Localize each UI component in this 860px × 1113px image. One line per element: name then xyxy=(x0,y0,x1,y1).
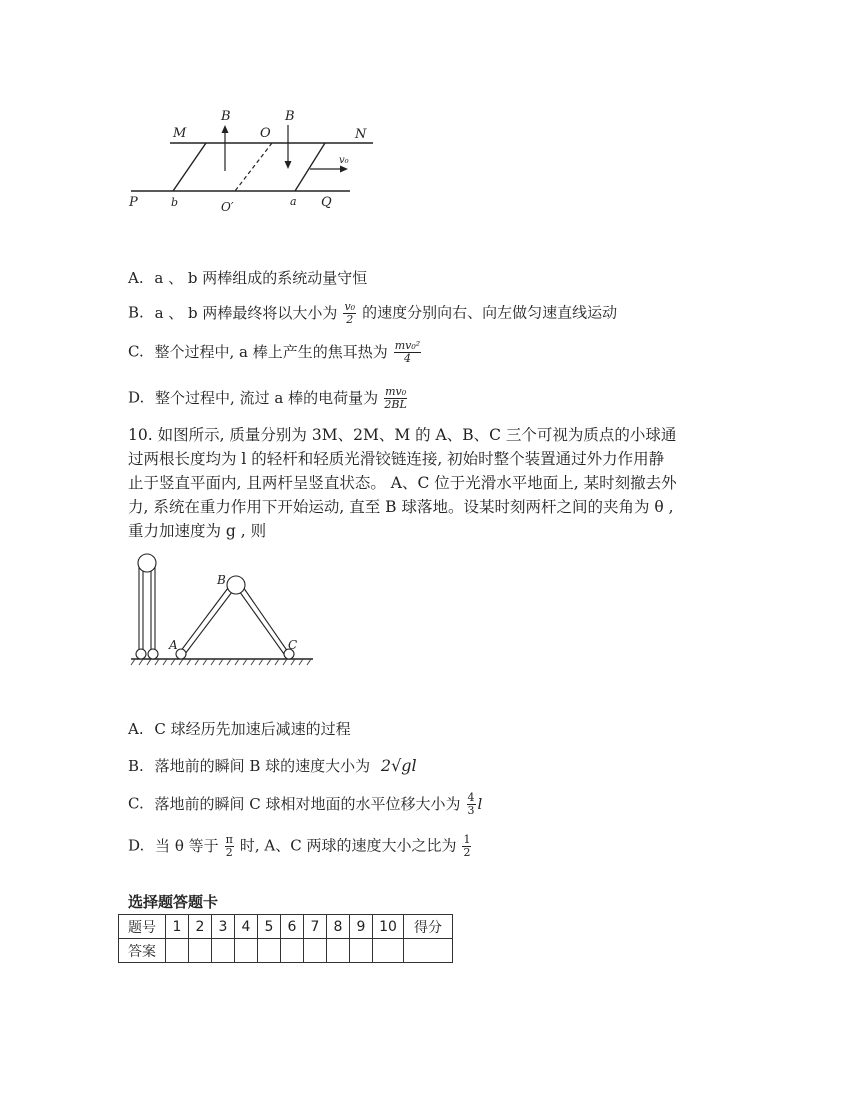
answer-cell[interactable] xyxy=(373,939,404,963)
label-B2: B xyxy=(285,109,295,124)
number-cell: 10 xyxy=(373,915,404,939)
label-v0: v₀ xyxy=(339,155,349,166)
sqrt-expression: 2√gl xyxy=(380,756,417,775)
answer-cell[interactable] xyxy=(189,939,212,963)
answer-cell[interactable] xyxy=(350,939,373,963)
q10-option-b: B. 落地前的瞬间 B 球的速度大小为 2√gl xyxy=(128,756,417,775)
q9-option-d: D. 整个过程中, 流过 a 棒的电荷量为 $\frac{\text{mv₀}}{2BL}$ xyxy=(128,385,407,411)
label-N: N xyxy=(355,127,367,142)
number-cell: 8 xyxy=(327,915,350,939)
number-cell: 4 xyxy=(235,915,258,939)
row-header: 题号 xyxy=(119,915,166,939)
q9-option-b: B. a 、 b 两棒最终将以大小为 $\frac{\text{v₀}}{2}$ 的速度分别向右、向左做匀速直线运动 xyxy=(128,300,618,326)
fraction: $\frac{4}{3}$ xyxy=(467,791,475,817)
number-cell: 7 xyxy=(304,915,327,939)
answer-cell[interactable] xyxy=(281,939,304,963)
answer-card-table xyxy=(118,914,453,963)
number-cell: 1 xyxy=(166,915,189,939)
label-B1: B xyxy=(221,109,231,124)
number-cell: 2 xyxy=(189,915,212,939)
label-b: b xyxy=(171,196,179,209)
table-row xyxy=(119,939,453,963)
answer-cell[interactable] xyxy=(235,939,258,963)
row-header: 答案 xyxy=(119,939,166,963)
answer-cell[interactable] xyxy=(327,939,350,963)
label-a: a xyxy=(290,195,297,208)
q9-option-c: C. 整个过程中, a 棒上产生的焦耳热为 $\frac{\text{mv₀²}}{4}$ xyxy=(128,339,421,365)
number-cell: 6 xyxy=(281,915,304,939)
fraction: $\frac{\pi}{2}$ xyxy=(225,833,233,859)
answer-cell[interactable] xyxy=(304,939,327,963)
label-Q: Q xyxy=(321,195,332,210)
answer-cell[interactable] xyxy=(166,939,189,963)
number-cell: 5 xyxy=(258,915,281,939)
table-row xyxy=(119,915,453,939)
answer-cell[interactable] xyxy=(258,939,281,963)
fraction: $\frac{\text{mv₀}}{2BL}$ xyxy=(384,385,407,411)
q9-rails-figure xyxy=(125,105,385,215)
score-cell[interactable] xyxy=(404,939,453,963)
fraction: $\frac{1}{2}$ xyxy=(463,833,471,859)
score-header: 得分 xyxy=(404,915,453,939)
q10-stem: 10. 如图所示, 质量分别为 3M、2M、M 的 A、B、C 三个可视为质点的小球通 过两根长度均为 l 的轻杆和轻质光滑铰链连接, 初始时整个装置通过外力作用静 止于竖直平面内, 且两杆呈竖直状态。 A、C 位于光滑水平地面上, 某时刻撤去外 力, 系统在重力作用下开始运动, 直至 B 球落地。设某时刻两杆之间的夹角为 θ , 重力加速度为 g , 则 xyxy=(128,426,677,540)
label-A: A xyxy=(169,638,178,652)
label-B: B xyxy=(217,573,226,587)
answer-cell[interactable] xyxy=(212,939,235,963)
answer-card-title: 选择题答题卡 xyxy=(128,893,219,911)
q10-option-c: C. 落地前的瞬间 C 球相对地面的水平位移大小为 $\frac{4}{3}$ l xyxy=(128,791,483,817)
number-cell: 9 xyxy=(350,915,373,939)
label-O-prime: O′ xyxy=(221,200,234,214)
label-P: P xyxy=(129,195,138,210)
fraction: $\frac{\text{mv₀²}}{4}$ xyxy=(394,339,421,365)
q10-option-d: D. 当 θ 等于 $\frac{\pi}{2}$ 时, A、C 两球的速度大小之比为 $\frac{1}{2}$ xyxy=(128,833,471,859)
q10-option-a: A. C 球经历先加速后减速的过程 xyxy=(128,720,351,738)
number-cell: 3 xyxy=(212,915,235,939)
label-M: M xyxy=(173,126,187,141)
label-O: O xyxy=(260,126,271,141)
fraction: $\frac{\text{v₀}}{2}$ xyxy=(344,300,356,326)
q9-option-a: A. a 、 b 两棒组成的系统动量守恒 xyxy=(128,269,368,287)
q10-rods-figure xyxy=(125,548,325,670)
label-C: C xyxy=(288,638,298,652)
